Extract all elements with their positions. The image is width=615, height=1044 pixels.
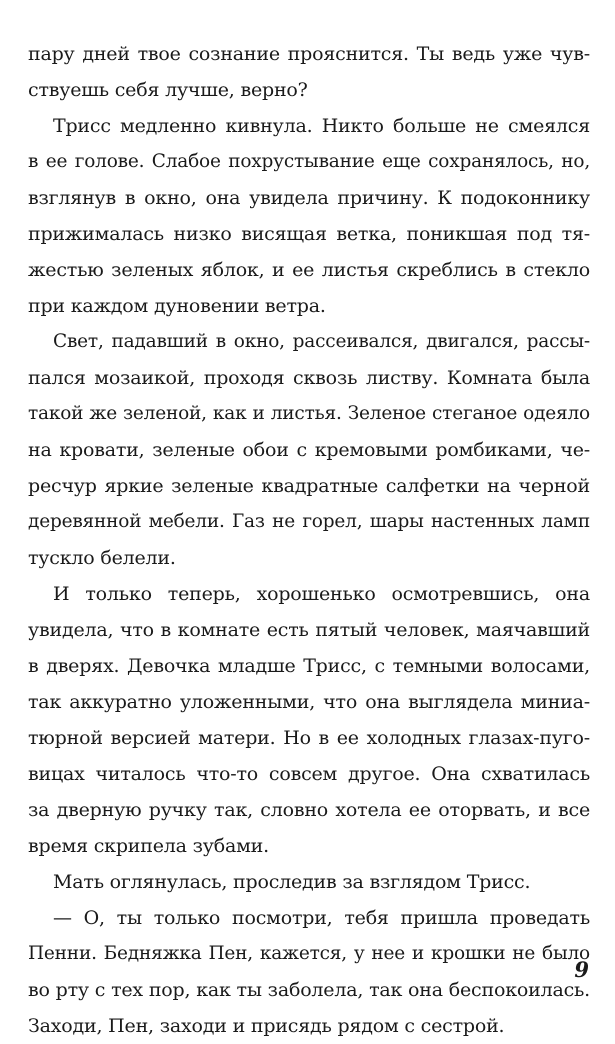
text-line: — О, ты только посмотри, тебя пришла проведать (53, 907, 590, 929)
text-line: И только теперь, хорошенько осмотревшись, она (53, 583, 590, 605)
text-line: пару дней твое сознание прояснится. Ты ведь уже чув- (28, 43, 590, 65)
text-line: ресчур яркие зеленые квадратные салфетки на черной (28, 475, 590, 497)
text-line: увидела, что в комнате есть пятый человек, маячавший (28, 619, 590, 641)
text-line: в дверях. Девочка младше Трисс, с темными волосами, (28, 655, 590, 677)
text-line: Мать оглянулась, проследив за взглядом Трисс. (53, 871, 531, 893)
text-line: при каждом дуновении ветра. (28, 295, 326, 317)
text-line: в ее голове. Слабое похрустывание еще сохранялось, но, (28, 151, 590, 172)
text-line: Заходи, Пен, заходи и присядь рядом с сестрой. (28, 1015, 505, 1037)
text-line: Пенни. Бедняжка Пен, кажется, у нее и крошки не было (28, 943, 590, 964)
text-line: во рту с тех пор, как ты заболела, так она беспокоилась. (28, 979, 590, 1001)
text-line: так аккуратно уложенными, что она выглядела миниа- (28, 691, 590, 713)
text-line: деревянной мебели. Газ не горел, шары настенных ламп (28, 511, 590, 532)
body-text (28, 36, 590, 1044)
text-line: тускло белели. (28, 547, 176, 569)
page-number: 9 (574, 957, 589, 982)
text-line: ствуешь себя лучше, верно? (28, 79, 308, 101)
text-line: Трисс медленно кивнула. Никто больше не смеялся (53, 115, 590, 137)
text-line: жестью зеленых яблок, и ее листья скреблись в стекло (28, 259, 590, 281)
text-line: вицах читалось что-то совсем другое. Она схватилась (28, 763, 590, 785)
text-line: на кровати, зеленые обои с кремовыми ромбиками, че- (28, 439, 590, 461)
text-line: за дверную ручку так, словно хотела ее оторвать, и все (28, 799, 590, 821)
text-line: прижималась низко висящая ветка, поникшая под тя- (28, 223, 590, 245)
text-line: тюрной версией матери. Но в ее холодных глазах-пуго- (28, 727, 590, 749)
text-line: пался мозаикой, проходя сквозь листву. Комната была (28, 367, 590, 389)
text-line: время скрипела зубами. (28, 835, 269, 857)
text-line: взглянув в окно, она увидела причину. К подоконнику (28, 187, 590, 209)
text-line: Свет, падавший в окно, рассеивался, двигался, рассы- (53, 331, 590, 352)
text-line: такой же зеленой, как и листья. Зеленое стеганое одеяло (28, 403, 590, 424)
